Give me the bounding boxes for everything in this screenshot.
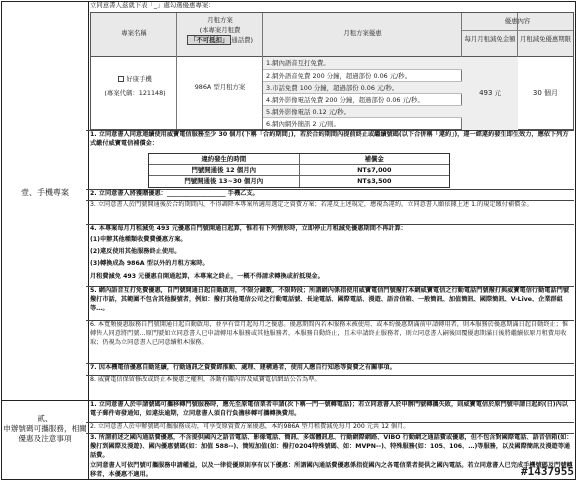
benefits-cell xyxy=(263,57,462,130)
benefit-line-3: 3.市話免費 100 分鐘，超過部份 0.06 元/秒。 xyxy=(263,81,462,93)
header-discount-months: 月租減免優惠期限 xyxy=(519,35,572,43)
compensation-amount: NT$7,000 xyxy=(299,165,450,175)
header-plan-benefits: 月租方案優惠 xyxy=(343,29,382,37)
header-monthly-plan xyxy=(177,16,263,44)
compensation-amount: NT$3,500 xyxy=(299,176,450,187)
clause-2: 2. 立同意書人將獲贈優惠：___________________ 手機乙支。 xyxy=(90,190,259,197)
clause-4-b: (2)違反使用其他服務終止使用。 xyxy=(90,248,181,255)
clause-4-a: (1)申辦其他種類收費費優惠方案。 xyxy=(90,236,187,243)
clause-5: 5. 網內語音互打免費優惠，自門號開通日起自動啟用，不限分鐘數，不限時段；所謂網內係指使用威寶電信門號撥打本網威寶電信之行動電話門號撥打與威寶電信行動電話門號撥打市話，其範圍不包含其他擬號者，例如：撥打其他電信公司之行動電話號、長途電話、國際電話、漫遊、語音信箱、一般簡訊、加值簡訊、國際簡訊、V-Live、企業群組等…。 xyxy=(90,287,570,312)
benefit-line-2: 2.網外語音免費 200 分鐘，超過部份 0.06 元/秒。 xyxy=(263,69,462,81)
section-label-portability: 貳、 申辦號碼可攜服務，相關優惠及注意事項 xyxy=(3,414,87,443)
portability-clause-1: 1. 立同意書人於申請號碼可攜移轉門號服務時，應先至原電信業者申請(次下稱一門一號轉電話)；若立同意書人於申辦門號轉攜失敗，則威寶電信於原門號申請日起約(日)內以電子郵件寄發通知，如違法逾期，立同意書人須自行負擔移轉可攜轉換費用。 xyxy=(90,401,568,417)
discount-period-cell: 30 個月 xyxy=(532,89,559,97)
header-discount-monthly: 每月月租減免金額 xyxy=(464,35,516,43)
benefit-line-4: 4.網外影像電話免費 200 分鐘，超過部份 0.06 元/秒。 xyxy=(263,93,462,105)
discount-monthly-cell xyxy=(462,89,518,98)
header-monthly-line1: 月租方案 xyxy=(207,16,233,24)
clause-4-c: (3)轉換成為 986A 型以外的月租方案時。 xyxy=(90,260,209,267)
benefit-line-1: 1.網內語音互打免費。 xyxy=(263,57,462,69)
intro-text: 立同意書人茲就下表「_」處勾選優惠專案： xyxy=(90,1,215,9)
compensation-row xyxy=(149,176,449,187)
section-divider-vertical xyxy=(88,2,89,480)
clause-8: 8. 威寶電信保留修改或終止本優惠之權利，各動有關內容及威寶電信網站公告為準。 xyxy=(90,376,321,383)
clause-7: 7. 因本機電信優惠自動延續，行動通訊之資費經推動、處理、建構過者，使用人應自行知悉等資費之有關事項。 xyxy=(90,364,396,371)
project-name-cell xyxy=(97,75,173,97)
portability-clause-4: 立同意書人可依門號可攜服務申請權益，以及一律從優原則享有以下優惠：所謂國內通話費優惠係指從國內之各電信業者提供之國內電話。若立同意書人已完成手機號碼及門號轉移者，本優惠不適用。 xyxy=(90,462,573,478)
portability-clause-2: 2. 立同意書人於申辦號碼可攜服務成功，可享受原資費方案優惠，本約986A 型月租費減免每月 200 元共 12 個月。 xyxy=(90,423,410,430)
project-checkbox[interactable] xyxy=(118,76,124,82)
benefit-line-5: 5.網外影像電話 0.12 元/秒。 xyxy=(263,105,462,117)
header-project-name: 專案名稱 xyxy=(121,29,147,37)
compensation-time: 門號開通後 13~30 個月內 xyxy=(184,177,264,185)
header-discount-group: 優惠內容 xyxy=(462,17,573,31)
header-monthly-highlight: 「不可抵扣」 xyxy=(187,35,231,45)
compensation-header xyxy=(149,154,449,165)
section-label-handset: 壹、手機專案 xyxy=(21,188,69,197)
compensation-table xyxy=(148,153,450,188)
clause-1: 1. 立同意書人同意連續使用威寶電信服務至少 30 個月(下稱「合約期間」)，若於合約期間內提前終止或繼續號碼(以下合併稱「違約」)，違一經違約發生即生效力，應依下列方式繳付威寶電信補償金： xyxy=(90,131,569,147)
compensation-header-time: 違約發生的時間 xyxy=(201,155,247,163)
header-monthly-line3: 通話費) xyxy=(231,36,253,44)
clause-4: 4. 本專案每月月租減免 493 元優惠自門號開通日起算，惟若有下列情形時，立即停止月租減免優惠期間不再計算： xyxy=(90,225,407,232)
discount-monthly-unit: 元 xyxy=(494,89,501,97)
header-monthly-line2: (本專案月租費 xyxy=(199,26,241,34)
compensation-time: 門號開通後 12 個月內 xyxy=(191,166,256,174)
clause-4-d: 月租費減免 493 元優惠自開通起算，本專案之終止，一概不得請求轉換或折抵現金。 xyxy=(90,273,324,280)
compensation-header-amount: 補償金 xyxy=(299,154,450,164)
discount-monthly-value: 493 xyxy=(479,89,493,97)
compensation-row xyxy=(149,165,449,176)
plan-table xyxy=(90,12,574,130)
monthly-plan-cell: 986A 型月租方案 xyxy=(194,83,246,91)
clause-3: 3. 立同意書人於門號開通後於合約期間內，不得調降本專案所適用選定之資費方案；若違反上述規定，應視為違約，立同意書人願依據上述 1.的規定繳付補償金。 xyxy=(90,201,533,208)
clause-6: 6. 本寬頻優惠服務自門號開通日起自動啟用，並享有當月起每月之優惠。優惠期間內若本服務未被使用，或本約優惠期滿前申請轉用者，則本服務於優惠期滿日起自動終止；惟轉售人同意將門號…原門號如立同意書人已申請轉用本服務或其他服務者，本服務自動終止，且未申請終止服務者，則立同意書人嗣後回覆優惠期滿日後將繼續依原月租費用收取；仍視為立同意書人已同意續租本服務。 xyxy=(90,321,569,346)
project-code: (專案代碼：121148) xyxy=(104,89,166,97)
project-name: 好康手機 xyxy=(126,75,152,83)
benefit-line-6: 6.網內網外簡訊 2 元/則。 xyxy=(263,117,462,129)
document-id-badge: #1437955 xyxy=(521,465,574,479)
portability-clause-3: 3. 所謂前述之國內通話費優惠，不含提供國內之語音電話、影像電話、簡訊、多媒體訊息、行動網際網路、VIBO 行動網之通話費或優惠，但不包含對國際電話、語音信箱(如：撥打到國際及漫遊)、國內優惠號碼(如：加值 588--)、簡短加值(如：撥打0204特殊號碼、如：MVPN--)、特殊服務(如：105、106、…)等服務，以及國際簡訊及漫遊等通話費。 xyxy=(90,434,573,459)
